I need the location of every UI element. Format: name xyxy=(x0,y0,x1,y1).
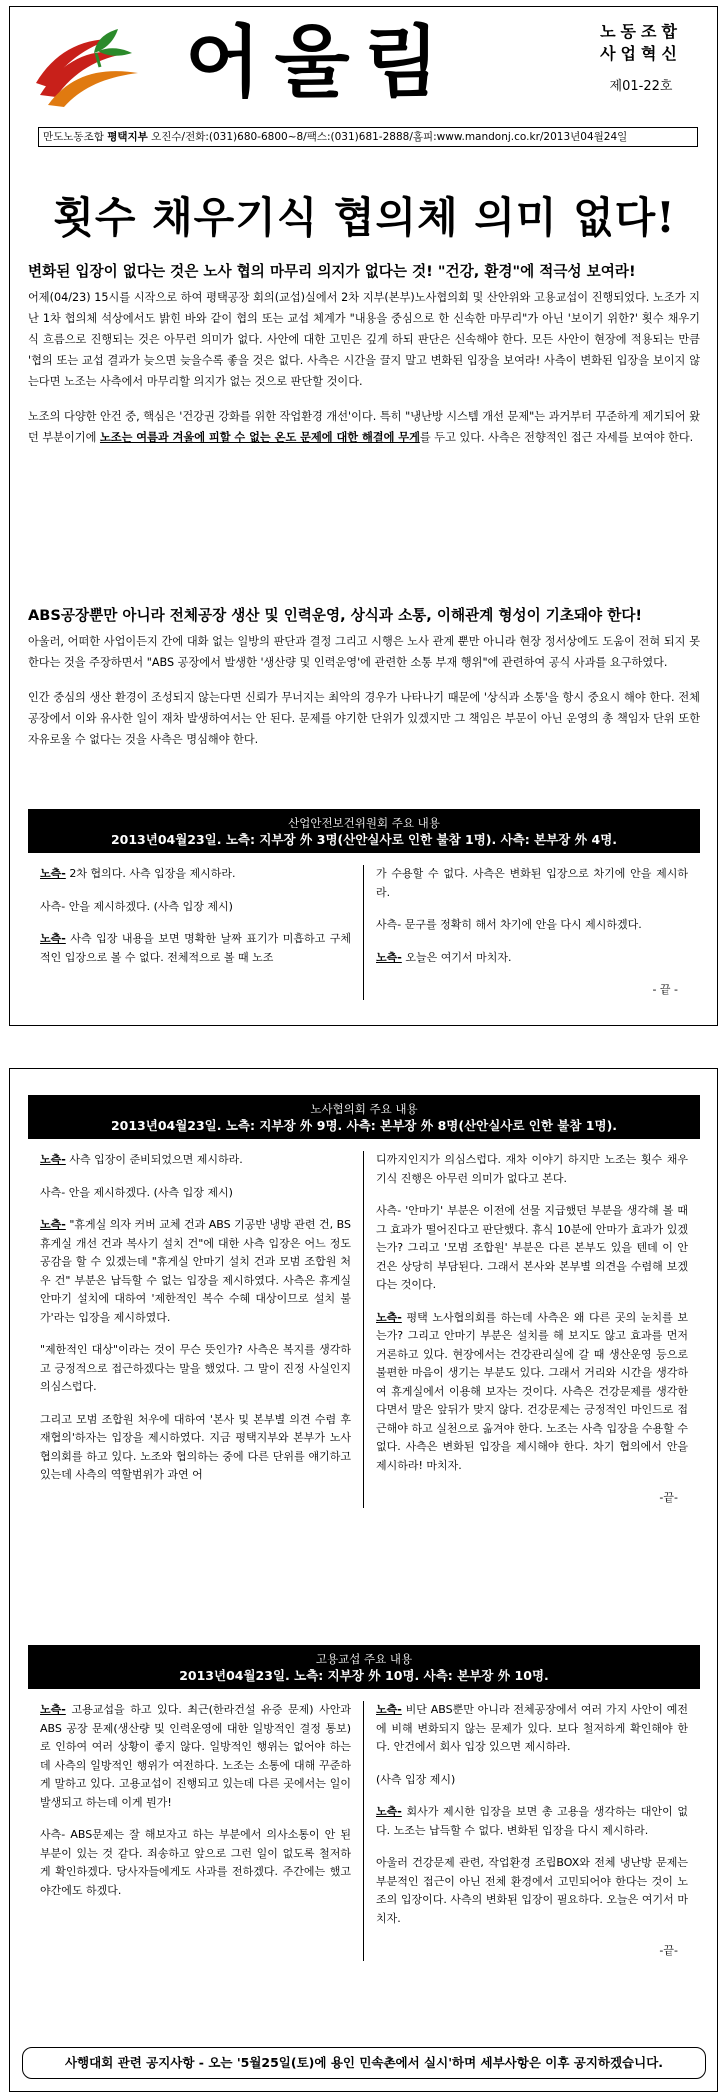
dialogue-text: 사측 입장 내용을 보면 명확한 날짜 표기가 미흡하고 구체적인 입장으로 볼 수 없다. 전체적으로 볼 때 노조 xyxy=(40,932,351,964)
meeting-box-employment xyxy=(28,1645,700,1961)
dialogue-entry xyxy=(376,1701,688,1757)
newsletter-title: 어울림 xyxy=(185,18,454,108)
front-page xyxy=(9,6,718,1026)
meeting-box-safety xyxy=(28,809,700,1000)
dialogue-entry xyxy=(40,1826,351,1900)
end-mark: - 끝 - xyxy=(652,983,678,996)
dialogue-text: 디까지인지가 의심스럽다. 재차 이야기 하지만 노조는 횟수 채우기식 진행은 아무런 의미가 없다고 본다. xyxy=(376,1153,688,1185)
dialogue-entry xyxy=(40,1701,351,1812)
speaker-label: 노측- xyxy=(40,932,66,945)
dialogue-entry xyxy=(40,898,351,917)
dialogue-text: 2차 협의다. 사측 입장을 제시하라. xyxy=(65,867,236,880)
dialogue-entry xyxy=(376,865,688,902)
speaker-label: 노측- xyxy=(376,950,402,964)
dialogue-text: 오늘은 여기서 마치자. xyxy=(401,950,512,964)
main-headline: 횟수 채우기식 협의체 의미 없다! xyxy=(53,193,676,242)
dialogue-text: 사측- '안마기' 부분은 이전에 선물 지급했던 부분을 생각해 볼 때 그 효과가 떨어진다고 판단했다. 휴식 10분에 안마가 효과가 있겠는가? 그리고 '모범 조합원' 부분은 다른 본부도 있을 텐데 이 안건은 상당히 부담된다. 그래서 본사와 본부별 의견을 수렴해 보겠다는 것이다. xyxy=(376,1204,688,1291)
meeting-title: 노사협의회 주요 내용 xyxy=(310,1102,418,1116)
dialogue-entry xyxy=(40,1184,351,1203)
union-name: 만도노동조합 xyxy=(43,131,108,143)
speaker-label: 노측- xyxy=(40,1153,66,1166)
section1-heading: 변화된 입장이 없다는 것은 노사 협의 마무리 의지가 없다는 것! "건강, 환경"에 적극성 보여라! xyxy=(28,263,636,280)
dialogue-entry xyxy=(376,949,688,968)
section2-paragraph-1: 아울러, 어떠한 사업이든지 간에 대화 없는 일방의 판단과 결정 그리고 시행은 노사 관계 뿐만 아니라 현장 정서상에도 도움이 전혀 되지 못한다는 것을 주장하면서 "ABS 공장에서 발생한 '생산량 및 인력운영'에 관련한 소통 부재 행위"에 관련하여 공식 사과를 요구하였다. xyxy=(28,635,700,669)
meeting-right-column xyxy=(364,865,700,1000)
dialogue-text: 사측 입장이 준비되었으면 제시하라. xyxy=(65,1153,243,1166)
meeting-columns xyxy=(28,865,700,1000)
dialogue-entry xyxy=(40,1411,351,1485)
dialogue-text: 사측- 안을 제시하겠다. (사측 입장 제시) xyxy=(40,899,233,913)
dialogue-text: 사측- ABS문제는 잘 해보자고 하는 부분에서 의사소통이 안 된 부분이 있는 것 같다. 죄송하고 앞으로 그런 일이 없도록 철저하게 확인하겠다. 당사자들에게도 사과를 전하겠다. 주간에는 했고 야간에도 하겠다. xyxy=(40,1828,351,1897)
speaker-label: 노측- xyxy=(40,1218,66,1231)
speaker-label: 노측- xyxy=(376,1310,402,1324)
dialogue-text: 사측- 안을 제시하겠다. (사측 입장 제시) xyxy=(40,1185,233,1199)
masthead xyxy=(10,7,717,119)
subtitle-line1: 노동조합 xyxy=(600,22,682,41)
meeting-columns xyxy=(28,1151,700,1508)
meeting-right-column xyxy=(364,1151,700,1508)
dialogue-entry xyxy=(40,1151,351,1170)
speaker-label: 노측- xyxy=(376,1703,402,1716)
union-logo-icon xyxy=(34,17,154,113)
dialogue-entry xyxy=(40,1216,351,1327)
speaker-label: 노측- xyxy=(40,867,66,880)
dialogue-text: 아울러 건강문제 관련, 작업환경 조립BOX와 전체 냉난방 문제는 부분적인 접근이 아닌 전체 환경에서 고민되어야 한다는 것이 노조의 입장이다. 사측의 변화된 입장이 필요하다. 오늘은 여기서 마치자. xyxy=(376,1856,688,1925)
contact-details: 오진수/전화:(031)680-6800~8/팩스:(031)681-2888/홈피:www.mandonj.co.kr/2013년04월24일 xyxy=(147,131,628,143)
end-mark: -끝- xyxy=(659,1491,678,1504)
subtitle-line2: 사업혁신 xyxy=(600,44,682,63)
speaker-label: 노측- xyxy=(376,1805,402,1818)
meeting-left-column xyxy=(28,1701,364,1961)
p2-emphasis: 노조는 여름과 겨울에 피할 수 없는 온도 문제에 대한 해결에 무게 xyxy=(99,431,420,444)
p2-text-b: 를 두고 있다. 사측은 전향적인 접근 자세를 보여야 한다. xyxy=(419,431,694,444)
meeting-right-column xyxy=(364,1701,700,1961)
back-page xyxy=(9,1068,718,2092)
dialogue-text: 고용교섭을 하고 있다. 최근(한라건설 유증 문제) 사안과 ABS 공장 문제(생산량 및 인력운영에 대한 일방적인 결정 통보)로 인하여 여러 상황이 좋지 않다. 일방적인 행위는 없어야 하는데 사측의 일방적인 행위가 여전하다. 노조는 소통에 대해 꾸준하게 말하고 있다. 고용교섭이 진행되고 있는데 다른 곳에서는 일이 발생되고 하는데 이게 뭔가! xyxy=(40,1703,351,1809)
article-section-2 xyxy=(28,605,700,750)
branch-name: 평택지부 xyxy=(107,131,148,143)
dialogue-entry xyxy=(40,930,351,967)
meeting-columns xyxy=(28,1701,700,1961)
article-section-1 xyxy=(28,261,700,448)
meeting-title: 산업안전보건위원회 주요 내용 xyxy=(288,816,440,830)
meeting-header xyxy=(28,1645,700,1689)
meeting-info: 2013년04월23일. 노측: 지부장 外 3명(산안실사로 인한 불참 1명). 사측: 본부장 外 4명. xyxy=(110,832,618,847)
dialogue-text: 그리고 모범 조합원 처우에 대하여 '본사 및 본부별 의견 수렴 후 재협의'하자는 입장을 제시하였다. 지금 평택지부와 본부가 노사협의회를 하고 있다. 노조와 협의하는 중에 다른 단위를 얘기하고 있는데 사측의 역할범위가 과연 어 xyxy=(40,1412,351,1481)
dialogue-entry xyxy=(376,1202,688,1295)
dialogue-entry xyxy=(40,1341,351,1397)
dialogue-entry xyxy=(376,916,688,935)
dialogue-text: 가 수용할 수 없다. 사측은 변화된 입장으로 차기에 안을 제시하라. xyxy=(376,867,688,899)
masthead-right xyxy=(576,21,706,94)
dialogue-text: "휴게실 의자 커버 교체 건과 ABS 기공반 냉방 관련 건, BS 휴게실 개선 건과 복사기 설치 건"에 대한 사측 입장은 어느 정도 공감을 할 수 있겠는데 "휴게실 안마기 설치 건과 모범 조합원 처우 건" 부분은 납득할 수 없는 입장을 제시하였다. 사측은 휴게실 안마기 설치에 대하여 '제한적인 복수 수혜 대상이므로 설치 불가'라는 입장을 제시하였다. xyxy=(40,1218,351,1324)
meeting-left-column xyxy=(28,865,364,1000)
issue-number: 제01-22호 xyxy=(609,79,673,94)
meeting-info: 2013년04월23일. 노측: 지부장 外 9명. 사측: 본부장 外 8명(산안실사로 인한 불참 1명). xyxy=(110,1118,618,1133)
speaker-label: 노측- xyxy=(40,1703,66,1716)
dialogue-text: 평택 노사협의회를 하는데 사측은 왜 다른 곳의 눈치를 보는가? 그리고 안마기 부분은 설치를 해 보지도 않고 효과를 먼저 거론하고 있다. 현장에서는 건강관리실에 갈 때 생산운영 등으로 불편한 마음이 생기는 부분도 있다. 그래서 거리와 시간을 생각하여 휴게실에서 이용해 보자는 것이다. 사측은 건강문제를 생각한다면서 말은 앞뒤가 맞지 않다. 건강문제는 긍정적인 마인드로 접근해야 하고 실천으로 옮겨야 한다. 노조는 사측 입장을 수용할 수 없다. 사측은 변화된 입장을 제시해야 한다. 차기 협의에서 안을 제시하라! 마치자. xyxy=(376,1310,688,1472)
section1-paragraph-1: 어제(04/23) 15시를 시작으로 하여 평택공장 회의(교섭)실에서 2차 지부(본부)노사협의회 및 산안위와 고용교섭이 진행되었다. 노조가 지난 1차 협의체 석상에서도 밝힌 바와 같이 협의 또는 교섭 체계가 "내용을 중심으로 한 신속한 마무리"가 아닌 '보이기 위한?' 횟수 채우기식 흐름으로 진행되는 것은 아무런 의미가 없다. 사안에 대한 고민은 깊게 하되 판단은 신속해야 한다. 모든 사안이 현장에 적용되는 만큼 '협의 또는 교섭 결과가 늦으면 늦을수록 좋을 것은 없다. 사측은 시간을 끌지 말고 변화된 입장을 보여라! 사측이 변화된 입장을 보이지 않는다면 노조는 사측에서 마무리할 의지가 없는 것으로 판단할 것이다. xyxy=(28,291,700,388)
dialogue-entry xyxy=(376,1309,688,1476)
section2-paragraph-2: 인간 중심의 생산 환경이 조성되지 않는다면 신뢰가 무너지는 최악의 경우가 나타나기 때문에 '상식과 소통'을 항시 중요시 해야 한다. 전체 공장에서 이와 유사한 일이 재차 발생하여서는 안 된다. 문제를 야기한 단위가 있겠지만 그 책임은 부문이 아닌 운영의 총 책임자 단위 또한 자유로울 수 없다는 것을 사측은 명심해야 한다. xyxy=(28,691,700,746)
meeting-header xyxy=(28,809,700,853)
meeting-box-labor-council xyxy=(28,1095,700,1508)
notice-banner: 사행대회 관련 공지사항 - 오는 '5월25일(토)에 용인 민속촌에서 실시'하며 세부사항은 이후 공지하겠습니다. xyxy=(22,2047,706,2079)
meeting-info: 2013년04월23일. 노측: 지부장 外 10명. 사측: 본부장 外 10명. xyxy=(179,1668,549,1683)
dialogue-entry xyxy=(376,1854,688,1928)
contact-info-bar xyxy=(38,127,698,147)
dialogue-entry xyxy=(376,1771,688,1790)
dialogue-entry xyxy=(376,1151,688,1188)
section1-paragraph-2 xyxy=(28,406,700,448)
meeting-header xyxy=(28,1095,700,1139)
dialogue-text: (사측 입장 제시) xyxy=(376,1772,456,1786)
p2-text-a: 노조의 다양한 안건 중, 핵심은 '건강권 강화를 위한 작업환경 개선'이다. 특히 "냉난방 시스템 개선 문제"는 과거부터 꾸준하게 제기되어 왔던 부분이기에 xyxy=(28,410,700,444)
meeting-title: 고용교섭 주요 내용 xyxy=(315,1652,413,1666)
dialogue-text: "제한적인 대상"이라는 것이 무슨 뜻인가? 사측은 복지를 생각하고 긍정적으로 접근하겠다는 말을 했었다. 그 말이 진정 사실인지 의심스럽다. xyxy=(40,1343,351,1393)
end-mark: -끝- xyxy=(659,1944,678,1957)
dialogue-text: 비단 ABS뿐만 아니라 전체공장에서 여러 가지 사안이 예전에 비해 변화되지 않는 문제가 있다. 보다 철저하게 확인해야 한다. 안건에서 회사 입장 있으면 제시하라. xyxy=(376,1703,688,1753)
dialogue-entry xyxy=(376,1803,688,1840)
section2-heading: ABS공장뿐만 아니라 전체공장 생산 및 인력운영, 상식과 소통, 이해관계 형성이 기초돼야 한다! xyxy=(28,607,643,624)
dialogue-text: 회사가 제시한 입장을 보면 총 고용을 생각하는 대안이 없다. 노조는 납득할 수 없다. 변화된 입장을 다시 제시하라. xyxy=(376,1805,688,1837)
dialogue-text: 사측- 문구를 정확히 해서 차기에 안을 다시 제시하겠다. xyxy=(376,918,642,931)
meeting-left-column xyxy=(28,1151,364,1508)
dialogue-entry xyxy=(40,865,351,884)
